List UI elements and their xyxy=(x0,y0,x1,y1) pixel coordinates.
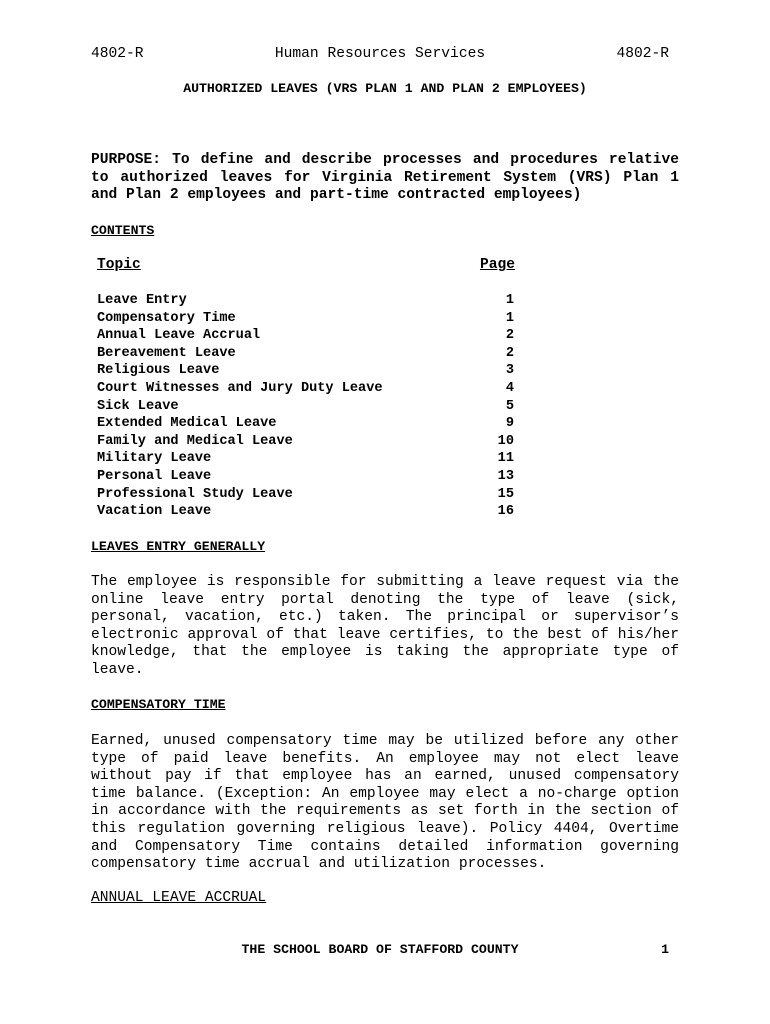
toc-column-headers xyxy=(97,257,515,275)
header-left-code: 4802-R xyxy=(91,46,144,62)
toc-row xyxy=(97,433,515,451)
toc-row xyxy=(97,486,515,504)
toc-topic: Compensatory Time xyxy=(97,310,236,326)
toc-topic: Court Witnesses and Jury Duty Leave xyxy=(97,380,383,396)
toc-page-number: 1 xyxy=(505,293,514,308)
toc-topic: Leave Entry xyxy=(97,293,187,308)
toc-page-number: 15 xyxy=(497,486,514,502)
toc-topic: Vacation Leave xyxy=(97,504,212,520)
toc-row xyxy=(97,450,515,468)
toc-topic: Annual Leave Accrual xyxy=(97,328,261,344)
toc-row xyxy=(97,345,515,363)
toc-row xyxy=(97,292,515,310)
leaves-entry-paragraph: The employee is responsible for submitting a leave request via the online leave entry portal denoting the type of leave (sick, personal, vacation, etc.) taken. The principal or supervisor’s electronic approval of that leave certifies, to the best of his/her knowledge, that the employee is taking the appropriate type of leave. xyxy=(91,574,679,678)
header-department: Human Resources Services xyxy=(274,46,486,62)
toc-topic: Family and Medical Leave xyxy=(97,433,293,449)
footer-school-board: THE SCHOOL BOARD OF STAFFORD COUNTY xyxy=(241,942,519,957)
contents-heading: CONTENTS xyxy=(91,223,155,238)
toc-page-number: 4 xyxy=(505,380,514,396)
annual-leave-heading: ANNUAL LEAVE ACCRUAL xyxy=(91,890,267,906)
toc-row xyxy=(97,468,515,486)
purpose-label: PURPOSE: xyxy=(91,152,162,168)
toc-topic: Sick Leave xyxy=(97,398,179,414)
toc-topic: Military Leave xyxy=(97,451,212,467)
toc-page-number: 3 xyxy=(505,363,514,379)
toc-page-number: 5 xyxy=(505,398,514,414)
toc-row xyxy=(97,327,515,345)
toc-topic: Personal Leave xyxy=(97,468,212,484)
toc-page-number: 1 xyxy=(505,310,514,326)
compensatory-heading: COMPENSATORY TIME xyxy=(91,697,226,712)
toc-row xyxy=(97,380,515,398)
toc-topic-header: Topic xyxy=(97,257,141,273)
toc-page-number: 2 xyxy=(505,345,514,361)
toc-row xyxy=(97,362,515,380)
toc-row xyxy=(97,503,515,521)
header-right-code: 4802-R xyxy=(616,46,669,62)
toc-page-number: 13 xyxy=(497,468,514,484)
toc-page-number: 2 xyxy=(505,328,514,344)
toc-page-number: 11 xyxy=(497,451,514,467)
footer-page-number: 1 xyxy=(661,942,669,957)
toc-page-header: Page xyxy=(479,257,515,273)
toc-row xyxy=(97,415,515,433)
page-footer xyxy=(91,942,669,960)
toc-page-number: 10 xyxy=(497,433,514,449)
toc-topic: Professional Study Leave xyxy=(97,486,293,502)
toc-page-number: 9 xyxy=(505,416,514,432)
toc-topic: Religious Leave xyxy=(97,363,220,379)
purpose-text: To define and describe processes and procedures relative to authorized leaves for Virginia Retirement System (VRS) Plan 1 and Plan 2 employees and part-time contracted employees) xyxy=(91,152,679,204)
toc-list xyxy=(97,292,515,521)
toc-topic: Bereavement Leave xyxy=(97,345,236,361)
toc-topic: Extended Medical Leave xyxy=(97,416,277,432)
toc-page-number: 16 xyxy=(497,504,514,520)
compensatory-paragraph: Earned, unused compensatory time may be utilized before any other type of paid leave benefits. An employee may not elect leave without pay if that employee has an earned, unused compensatory time balance. (Exception: An employee may elect a no-charge option in accordance with the requirements as set forth in the section of this regulation governing religious leave). Policy 4404, Overtime and Compensatory Time contains detailed information governing compensatory time accrual and utilization processes. xyxy=(91,733,679,873)
toc-row xyxy=(97,398,515,416)
leaves-entry-heading: LEAVES ENTRY GENERALLY xyxy=(91,539,266,554)
toc-row xyxy=(97,310,515,328)
page-header xyxy=(91,46,669,64)
document-title: AUTHORIZED LEAVES (VRS PLAN 1 AND PLAN 2 EMPLOYEES) xyxy=(183,81,587,96)
purpose-paragraph xyxy=(91,152,679,205)
